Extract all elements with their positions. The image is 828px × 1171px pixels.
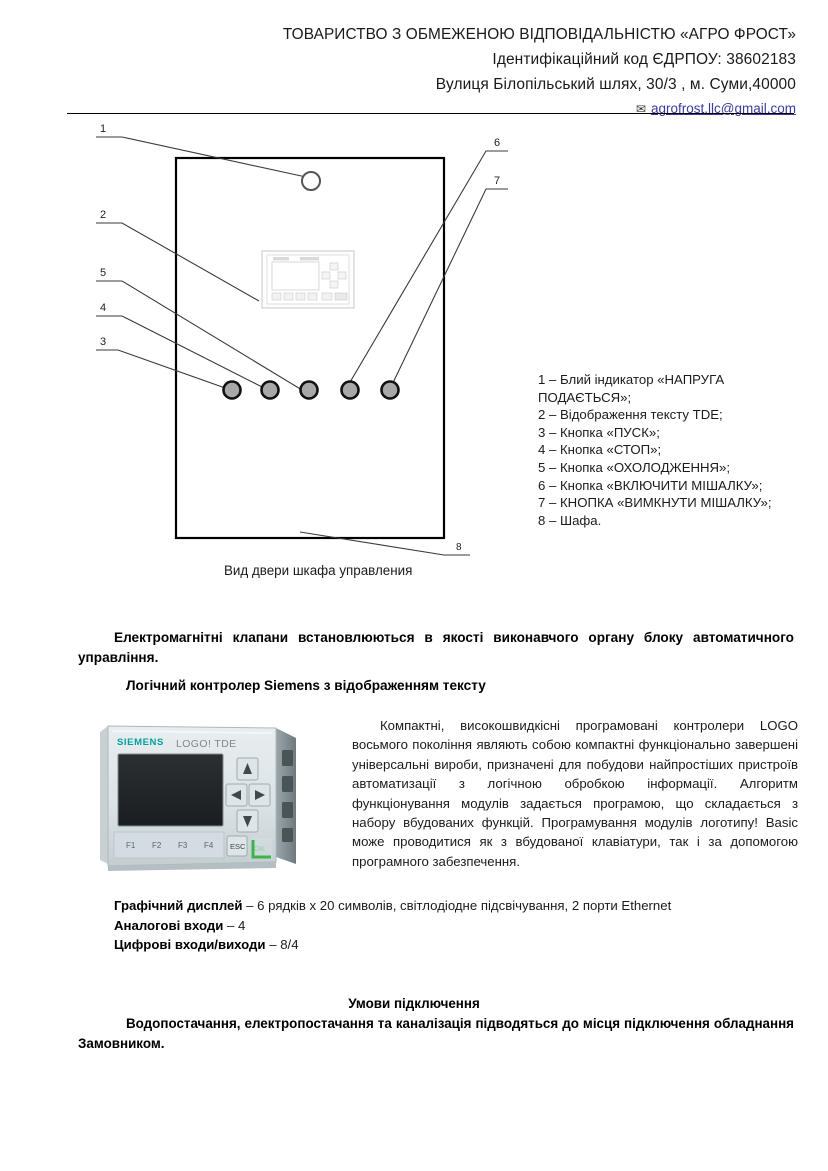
conditions-text: Водопостачання, електропостачання та каналізація підводяться до місця підключення обладнання Замовником. (78, 1016, 794, 1051)
legend-item-5: 5 – Кнопка «ОХОЛОДЖЕННЯ»; (538, 459, 731, 475)
device-model-label: LOGO! TDE (176, 738, 237, 750)
device-key-f3[interactable]: F3 (178, 841, 188, 850)
paragraph-valves: Електромагнітні клапани встановлюються в якості виконавчого органу блоку автоматичного управління. (78, 630, 794, 665)
callout-7: 7 (494, 175, 501, 187)
device-key-esc[interactable]: ESC (230, 842, 246, 851)
device-port-4 (282, 828, 293, 842)
specifications-list (114, 896, 804, 955)
spec-row-analog (114, 916, 804, 936)
legend-item-2: 2 – Відображення тексту TDE; (538, 407, 723, 423)
logo-tde-device-photo (100, 714, 322, 879)
logo-tde-drawing (100, 714, 322, 879)
spec-label-digital: Цифрові входи/виходи (114, 937, 266, 953)
spec-label-analog: Аналогові входи (114, 917, 224, 933)
company-name: ТОВАРИСТВО З ОБМЕЖЕНОЮ ВІДПОВІДАЛЬНІСТЮ «АГРО ФРОСТ» (282, 26, 796, 43)
device-port-2 (282, 776, 293, 792)
spec-value-digital: – 8/4 (265, 937, 299, 953)
email-link[interactable]: agrofrost.llc@gmail.com (651, 101, 796, 116)
spec-row-digital (114, 935, 804, 955)
device-port-1 (282, 750, 293, 766)
email-row (62, 99, 796, 118)
controller-description: Компактні, високошвидкісні програмовані контролери LOGO восьмого покоління являють собою компактні функціонально завершені універсальні вироби, призначені для побудови найпростіших пристроїв автоматизації з логічною обробкою інформації. Алгоритм функціонування модулів задається програмою, що складається з набору вбудованих функцій. Програмування модулів логотипу! Basic може проводитися як з вбудованої клавіатури, так і за допомогою програмного забезпечення. (352, 718, 798, 869)
legend-item-7: 7 – КНОПКА «ВИМКНУТИ МІШАЛКУ»; (538, 495, 772, 511)
cabinet-outline (176, 158, 444, 538)
conditions-title: Умови підключення (348, 996, 480, 1011)
device-key-f1[interactable]: F1 (126, 841, 136, 850)
legend-item-1: 1 – Блий індикатор «НАПРУГА ПОДАЄТЬСЯ»; (538, 372, 725, 405)
company-address: Вулиця Білопільський шлях, 30/3 , м. Суми,40000 (435, 76, 796, 93)
device-left-edge (100, 726, 108, 864)
spec-value-analog: – 4 (223, 917, 246, 933)
legend-item-8: 8 – Шафа. (538, 512, 602, 528)
button-mixer-off[interactable] (382, 382, 399, 399)
button-pusk[interactable] (224, 382, 241, 399)
spec-value-display: – 6 рядків х 20 символів, світлодіодне підсвічування, 2 порти Ethernet (242, 898, 672, 913)
device-key-f4[interactable]: F4 (204, 841, 214, 850)
callout-2: 2 (100, 209, 107, 221)
figure-caption: Вид двери шкафа управления (224, 563, 413, 578)
document-header (62, 22, 796, 118)
device-key-f2[interactable]: F2 (152, 841, 162, 850)
device-port-3 (282, 802, 293, 818)
button-cooling[interactable] (301, 382, 318, 399)
cabinet-figure (0, 118, 828, 588)
legend-item-6: 6 – Кнопка «ВКЛЮЧИТИ МІШАЛКУ»; (538, 477, 763, 493)
spec-label-display: Графічний дисплей (114, 898, 243, 913)
legend-item-4: 4 – Кнопка «СТОП»; (538, 442, 662, 458)
envelope-icon: ✉ (635, 101, 646, 116)
svg-text:OK: OK (254, 844, 265, 853)
callout-4: 4 (100, 302, 107, 314)
header-divider (67, 113, 794, 114)
button-stop[interactable] (262, 382, 279, 399)
subheading-controller: Логічний контролер Siemens з відображенням тексту (126, 678, 486, 693)
callout-3: 3 (100, 336, 107, 348)
legend-item-3: 3 – Кнопка «ПУСК»; (538, 424, 660, 440)
device-side-body (276, 728, 296, 864)
tde-panel-drawing (262, 251, 354, 308)
registration-code: Ідентифікаційний код ЄДРПОУ: 38602183 (492, 51, 796, 68)
figure-legend (538, 371, 810, 529)
button-mixer-on[interactable] (342, 382, 359, 399)
callout-5: 5 (100, 267, 107, 279)
callout-1: 1 (100, 123, 107, 135)
voltage-indicator-lamp (302, 172, 320, 190)
spec-row-display (114, 896, 804, 916)
callout-6: 6 (494, 137, 501, 149)
device-key-ok[interactable] (252, 838, 272, 858)
device-display (118, 754, 223, 826)
callout-8: 8 (456, 542, 462, 553)
siemens-logo: SIEMENS (117, 737, 164, 748)
